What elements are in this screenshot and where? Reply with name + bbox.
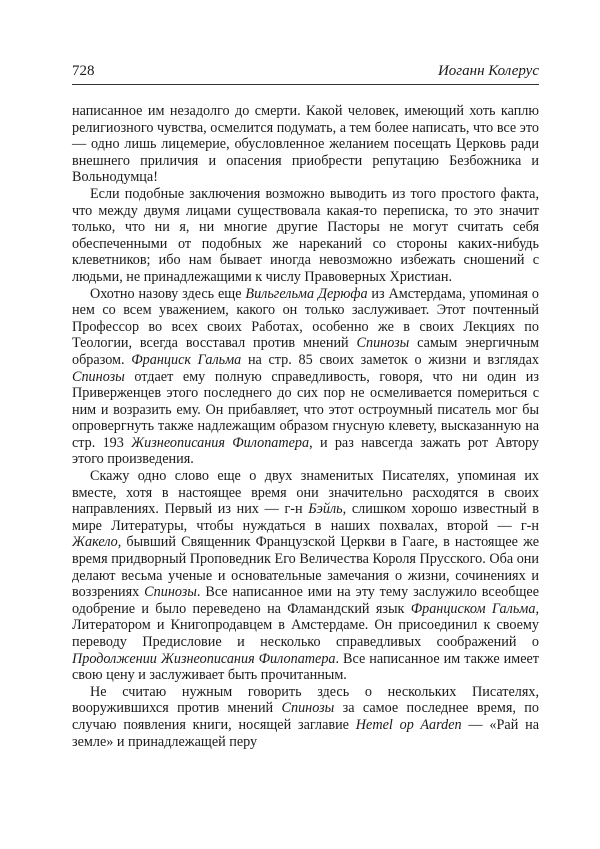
italic-run: Бэйль xyxy=(308,501,343,518)
text-run: , Литератором и Книгопродавцем в Амстердаме. Он присоединил к своему переводу Предисловие и несколько справедливых соображений о xyxy=(72,600,539,650)
italic-run: Спинозы xyxy=(281,700,335,717)
text-run: , бывший Священник Французской Церкви в Гааге, в настоящее же время придворный Проповедник Его Величества Короля Прусского. Оба они делают весьма ученые и основательные замечания о жизни, сочинениях и воззрениях xyxy=(72,534,539,601)
text-run: из Амстердама, упоминая о нем со всем уважением, какого он только заслуживает. Этот почтенный Профессор во всех своих Работах, особенно же в своих Лекциях по Теологии, всегда восставал против мнений xyxy=(72,285,539,352)
italic-run: Спинозы xyxy=(72,368,125,385)
text-run: Если подобные заключения возможно выводить из того простого факта, что между двумя лицами существовала какая-то переписка, то это значит только, что ни я, ни многие другие Пасторы не могут считать себя обеспеченными от подобных же нареканий со стороны каких-нибудь клеветников; ибо нам бывает иногда невозможно избежать сношений с людьми, не принадлежащими к числу Правоверных Христиан. xyxy=(72,185,539,285)
text-run: Не считаю нужным говорить здесь о нескольких Писателях, вооружившихся против мнений xyxy=(72,683,539,717)
paragraph xyxy=(72,186,539,286)
italic-run: Франциск Гальма xyxy=(131,351,242,368)
italic-run: Спинозы xyxy=(356,335,410,352)
paragraph xyxy=(72,468,539,684)
text-run: отдает ему полную справедливость, говоря, что ни один из Приверженцев этого последнего до сих пор не осмеливается помериться с ним и возразить ему. Он прибавляет, что этот остроумный писатель мог бы опровергнуть также надлежащим образом гнусную клевету, высказанную на стр. 193 xyxy=(72,368,539,451)
paragraph xyxy=(72,286,539,469)
italic-run: Продолжении Жизнеописания Филопатера xyxy=(72,650,336,667)
italic-run: Жизнеописания Филопатера xyxy=(131,434,310,451)
text-run: за самое последнее время, по случаю появления книги, носящей заглавие xyxy=(72,700,539,733)
text-run: — «Рай на земле» и принадлежащей перу xyxy=(72,716,539,750)
text-run: , и раз навсегда зажать рот Автору этого произведения. xyxy=(72,434,540,468)
italic-run: Жакело xyxy=(72,534,118,551)
text-run: Охотно назову здесь еще xyxy=(90,285,246,302)
italic-run: Спинозы xyxy=(144,584,197,601)
text-run: . Все написанное ими на эту тему заслужило всеобщее одобрение и было переведено на Фламандский язык xyxy=(72,584,539,617)
text-run: . Все написанное им также имеет свою цену и заслуживает быть прочитанным. xyxy=(72,650,540,684)
running-title: Иоганн Колерус xyxy=(437,63,539,79)
paragraph xyxy=(72,684,539,750)
body-text xyxy=(72,103,539,750)
running-header xyxy=(72,62,539,85)
text-run: Скажу одно слово еще о двух знаменитых Писателях, упоминая их вместе, хотя в настоящее время они значительно расходятся в своих направлениях. Первый из них — г-н xyxy=(72,468,539,518)
page-number: 728 xyxy=(72,63,95,79)
italic-run: Hemel op Aarden xyxy=(355,716,462,733)
paragraph xyxy=(72,103,539,186)
text-run: самым энергичным образом. xyxy=(72,335,539,368)
italic-run: Франциском Гальма xyxy=(410,600,536,617)
text-run: написанное им незадолго до смерти. Какой человек, имеющий хоть каплю религиозного чувства, осмелится подумать, а тем более написать, что все это — одно лишь лицемерие, обусловленное желанием посещать Церковь ради внешнего приличия и опасения приобрести репутацию Безбожника и Вольнодумца! xyxy=(72,103,539,186)
page xyxy=(72,62,539,750)
italic-run: Вильгельма Дерюфа xyxy=(245,285,368,302)
text-run: на стр. 85 своих заметок о жизни и взглядах xyxy=(241,351,540,368)
text-run: , слишком хорошо известный в мире Литературы, чтобы нуждаться в наших похвалах, второй — г-н xyxy=(72,501,539,534)
